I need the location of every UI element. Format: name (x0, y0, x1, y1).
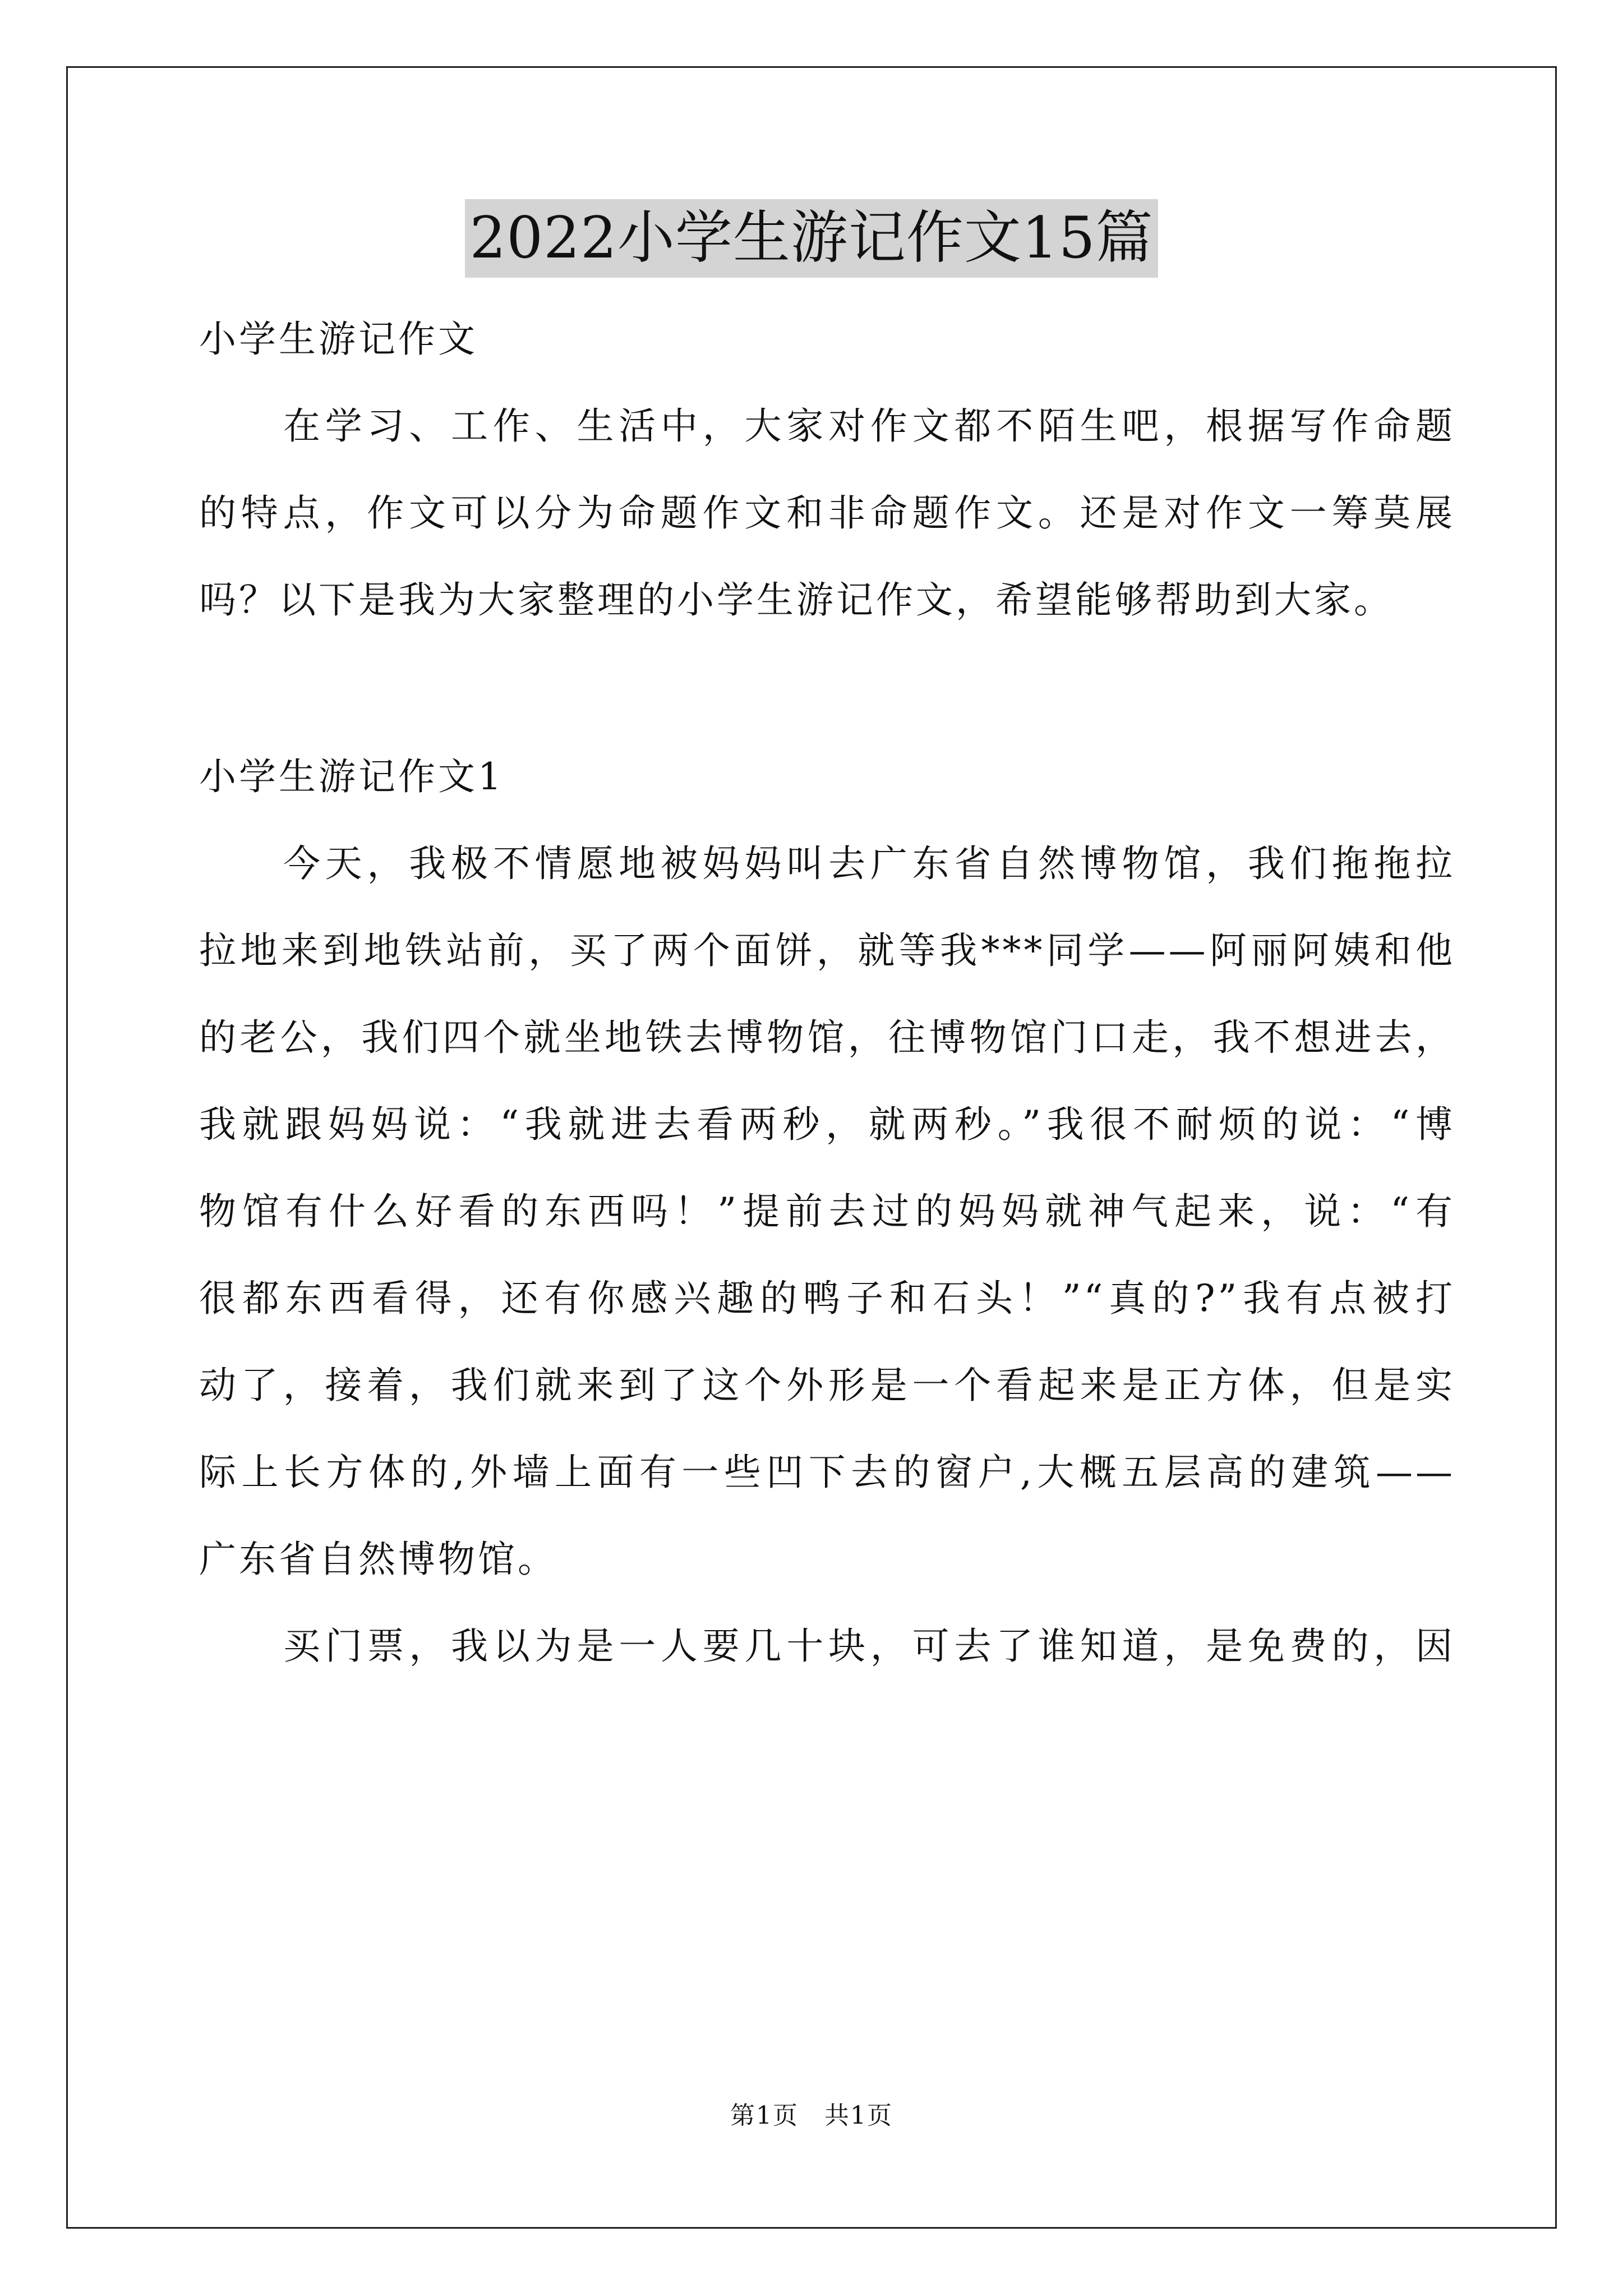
paragraph-line: 的老公，我们四个就坐地铁去博物馆，往博物馆门口走，我不想进去， (199, 1016, 1455, 1059)
essay-heading: 小学生游记作文1 (199, 755, 504, 798)
paragraph-line: 物馆有什么好看的东西吗！”提前去过的妈妈就神气起来，说：“有 (199, 1190, 1455, 1233)
paragraph-spacer (199, 651, 1455, 740)
paragraph-line: 很都东西看得，还有你感兴趣的鸭子和石头！”“真的?”我有点被打 (199, 1277, 1455, 1320)
paragraph-line: 广东省自然博物馆。 (199, 1538, 557, 1581)
paragraph-line: 我就跟妈妈说：“我就进去看两秒，就两秒。”我很不耐烦的说：“博 (199, 1103, 1455, 1146)
paragraph-line: 在学习、工作、生活中，大家对作文都不陌生吧，根据写作命题 (283, 404, 1455, 448)
paragraph-line: 今天，我极不情愿地被妈妈叫去广东省自然博物馆，我们拖拖拉 (283, 842, 1455, 885)
paragraph-line: 动了，接着，我们就来到了这个外形是一个看起来是正方体，但是实 (199, 1364, 1455, 1407)
page-number-footer: 第1页 共1页 (730, 2101, 893, 2130)
paragraph-line: 买门票，我以为是一人要几十块，可去了谁知道，是免费的，因 (283, 1625, 1455, 1668)
document-body (199, 303, 1455, 1697)
section-heading: 小学生游记作文 (199, 318, 478, 361)
paragraph-line: 际上长方体的,外墙上面有一些凹下去的窗户,大概五层高的建筑—— (199, 1451, 1455, 1494)
paragraph-line: 的特点，作文可以分为命题作文和非命题作文。还是对作文一筹莫展 (199, 491, 1455, 535)
document-title: 2022小学生游记作文15篇 (465, 199, 1158, 278)
paragraph-line: 拉地来到地铁站前，买了两个面饼，就等我***同学——阿丽阿姨和他 (199, 929, 1455, 972)
title-container (0, 199, 1623, 278)
paragraph-line: 吗？以下是我为大家整理的小学生游记作文，希望能够帮助到大家。 (199, 578, 1394, 622)
